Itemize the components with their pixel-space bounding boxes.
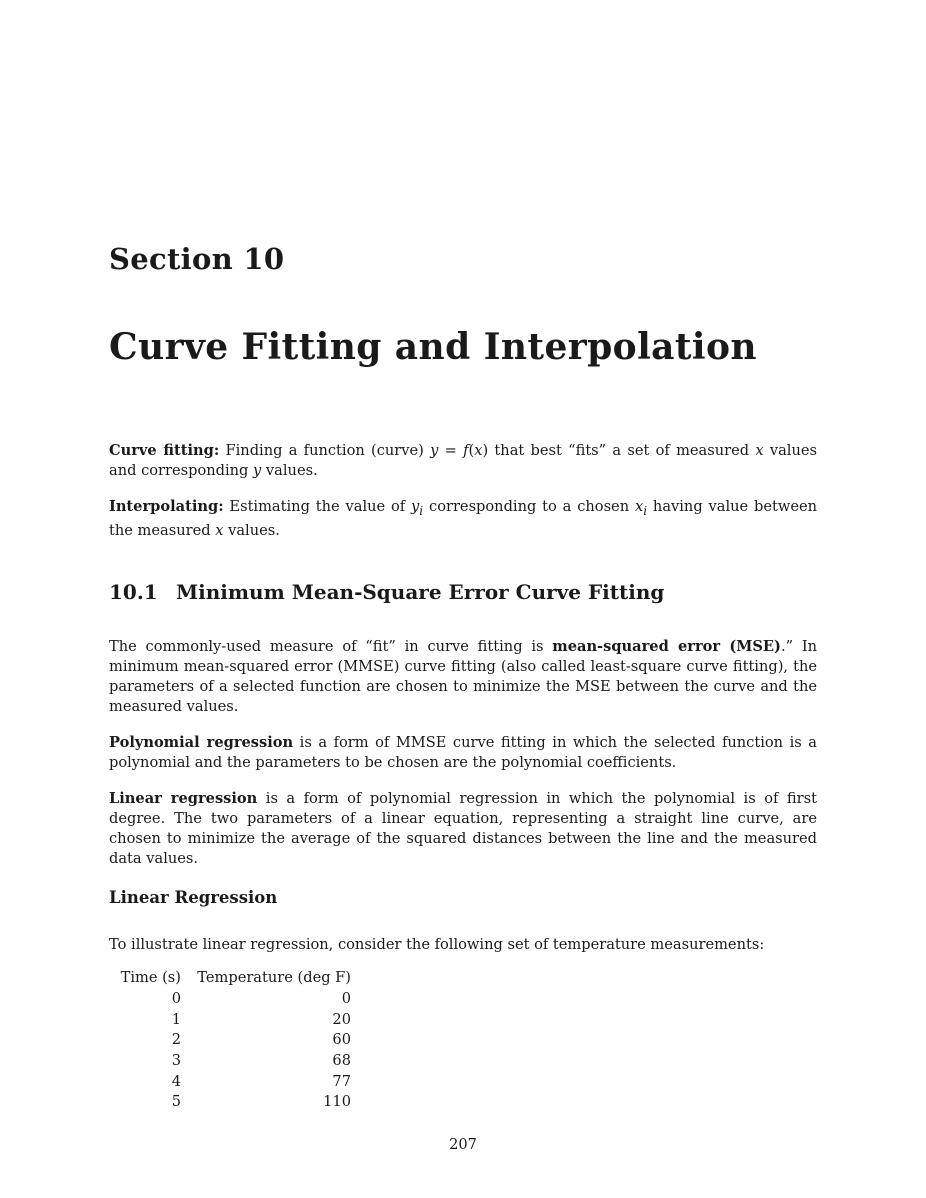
math-subscript: i	[419, 503, 424, 518]
chapter-title: Curve Fitting and Interpolation	[109, 326, 757, 368]
bold-term: Polynomial regression	[109, 734, 294, 751]
math-var: x	[634, 498, 644, 515]
definition-text: values and corresponding	[109, 442, 817, 479]
mse-paragraph	[109, 637, 817, 717]
document-page	[109, 0, 819, 1198]
math-op: )	[482, 442, 489, 459]
page-number: 207	[449, 1136, 477, 1153]
definition-text: values.	[223, 521, 280, 539]
interpolating-term: Interpolating:	[109, 498, 224, 515]
cell-time: 0	[171, 990, 181, 1008]
definition-text: corresponding to a chosen	[423, 498, 635, 515]
cell-time: 2	[171, 1031, 181, 1049]
table-row	[109, 1071, 351, 1092]
subsubsection-heading: Linear Regression	[109, 888, 278, 907]
table-row	[109, 1051, 351, 1072]
table-header-row	[109, 968, 351, 989]
math-op: (	[468, 442, 475, 459]
table-row	[109, 1092, 351, 1113]
math-op: =	[438, 442, 464, 459]
math-var: f	[463, 442, 469, 459]
section-label: Section 10	[109, 242, 285, 276]
cell-temperature: 77	[332, 1072, 351, 1090]
math-subscript: i	[643, 503, 648, 518]
math-var: x	[215, 521, 224, 539]
paragraph-text: is a form of polynomial regression in which the polynomial is of first degree. The two parameters of a linear equation, representing a straight line curve, are chosen to minimize the average of the squared distances between the line and the measured data values.	[109, 790, 817, 867]
cell-time: 3	[171, 1052, 181, 1070]
curve-fitting-term: Curve fitting:	[109, 442, 220, 459]
cell-temperature: 68	[332, 1052, 351, 1070]
paragraph-text: is a form of MMSE curve fitting in which the selected function is a polynomial and the parameters to be chosen are the polynomial coefficients.	[109, 734, 817, 771]
cell-temperature: 110	[323, 1093, 351, 1111]
subsection-title: Minimum Mean-Square Error Curve Fitting	[176, 580, 665, 604]
bold-term: Linear regression	[109, 790, 258, 807]
cell-time: 4	[171, 1072, 181, 1090]
definition-text: Finding a function (curve)	[219, 442, 431, 459]
math-var: x	[755, 442, 764, 459]
column-header-temperature: Temperature (deg F)	[197, 969, 351, 987]
linear-regression-paragraph	[109, 789, 817, 869]
cell-time: 5	[171, 1093, 181, 1111]
definition-text: values.	[261, 462, 318, 479]
math-var: y	[411, 498, 420, 515]
table-row	[109, 1030, 351, 1051]
table-row	[109, 1009, 351, 1030]
definition-text: Estimating the value of	[223, 498, 412, 515]
interpolating-definition	[109, 497, 817, 541]
bold-term: mean-squared error (MSE)	[552, 638, 781, 655]
definition-text: having value between the measured	[109, 498, 818, 539]
subsection-heading	[109, 580, 664, 604]
math-var: x	[474, 442, 483, 459]
definition-text: that best “fits” a set of measured	[488, 442, 756, 459]
illustrate-paragraph: To illustrate linear regression, consider the following set of temperature measurements:	[109, 936, 765, 953]
table-row	[109, 989, 351, 1010]
math-var: y	[253, 462, 262, 479]
subsection-number: 10.1	[109, 580, 158, 604]
curve-fitting-definition	[109, 441, 817, 481]
cell-temperature: 0	[341, 990, 351, 1008]
paragraph-text: .” In minimum mean-squared error (MMSE) curve fitting (also called least-square curve fitting), the parameters of a selected function are chosen to minimize the MSE between the curve and the measured values.	[109, 638, 818, 715]
paragraph-text: The commonly-used measure of “fit” in curve fitting is	[109, 638, 553, 655]
column-header-time: Time (s)	[120, 969, 181, 987]
cell-temperature: 20	[332, 1010, 351, 1028]
cell-time: 1	[171, 1010, 181, 1028]
temperature-table	[109, 968, 351, 1113]
math-var: y	[430, 442, 439, 459]
polynomial-regression-paragraph	[109, 733, 817, 773]
cell-temperature: 60	[332, 1031, 351, 1049]
